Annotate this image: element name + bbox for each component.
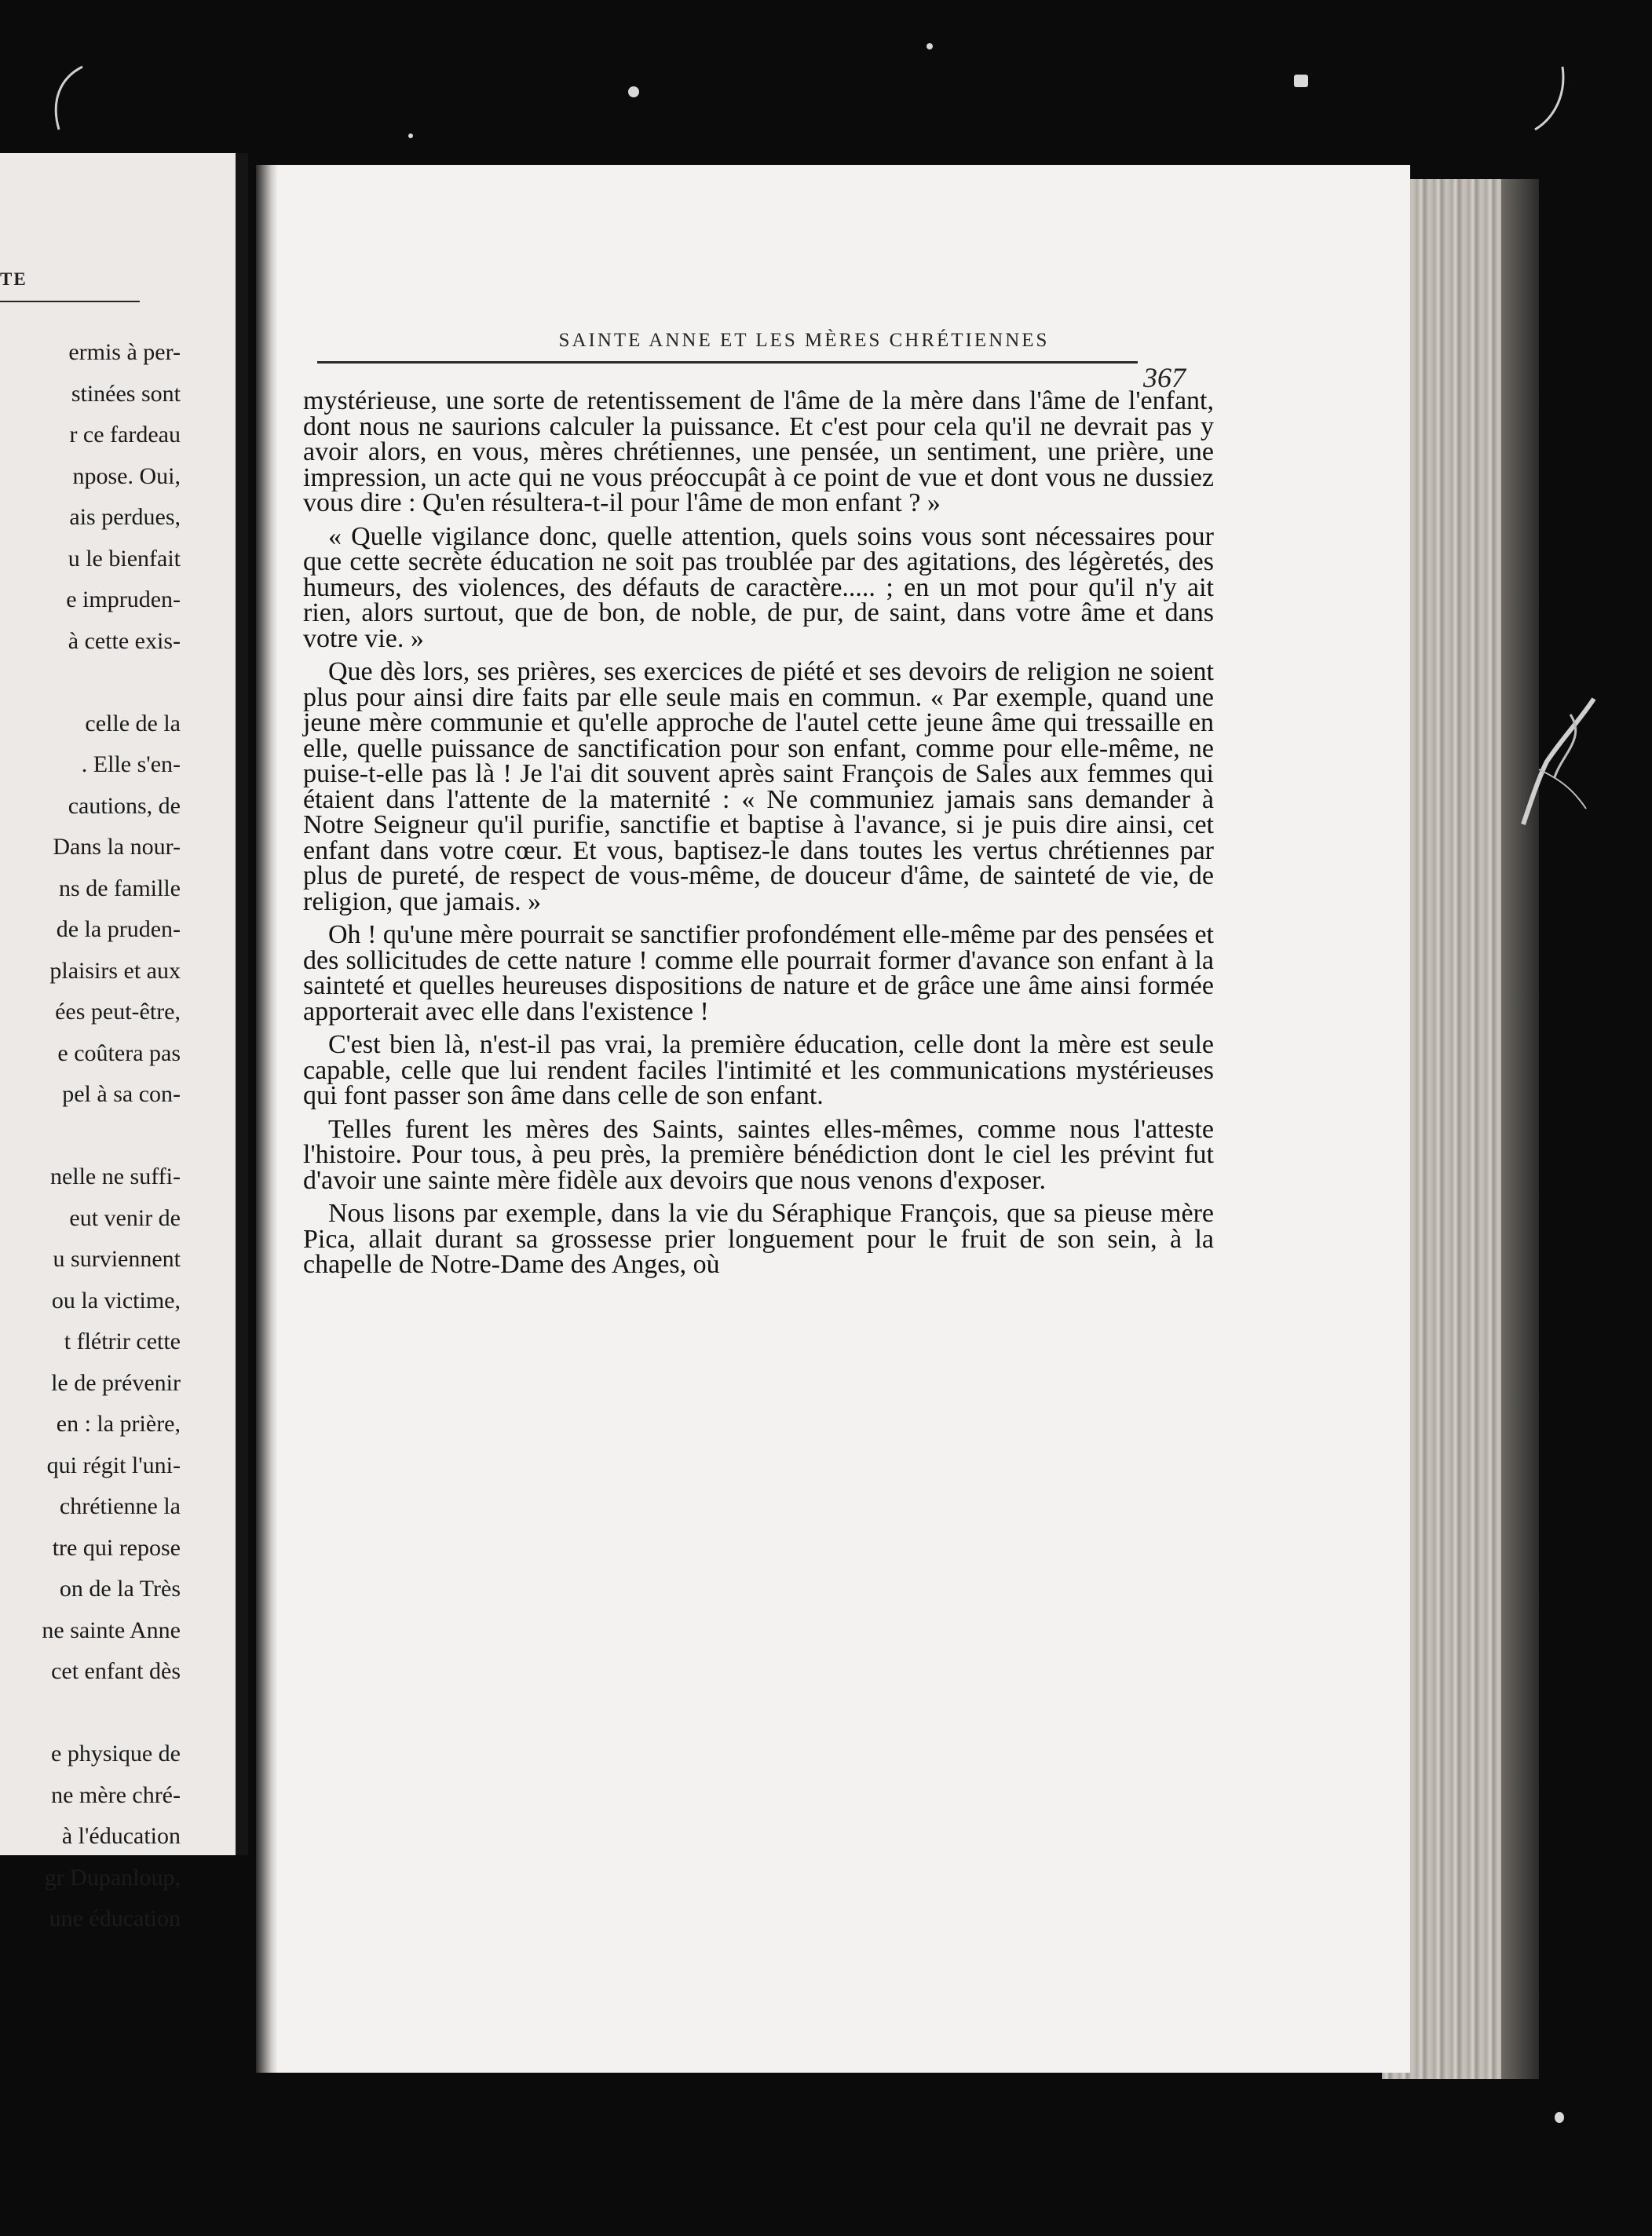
left-page-line: de la pruden- xyxy=(56,916,181,942)
left-page-line: ne mère chré- xyxy=(51,1781,181,1808)
header-rule xyxy=(317,361,1138,364)
left-page-line: chrétienne la xyxy=(59,1493,181,1519)
left-page-line: nelle ne suffi- xyxy=(49,1164,181,1189)
right-page xyxy=(256,165,1410,2073)
left-page-line: e physique de xyxy=(51,1741,181,1767)
left-page-line: . Elle s'en- xyxy=(81,751,181,777)
left-page-line: u le bienfait xyxy=(68,545,181,572)
page-number: 367 xyxy=(1143,362,1186,393)
paragraph: mystérieuse, une sorte de retentissement de l'âme de la mère dans l'âme de l'enfant, dont nous ne saurions calculer la puissance. Et c'est pour cela qu'il ne devrait pas y avoir alors, en vous, mères chrétiennes, une pensée, un sentiment, une prière, une impression, un acte qui ne vous préoccupât à ce point de vue et dont vous ne dussiez vous dire : Qu'en résultera-t-il pour l'âme de mon enfant ? » xyxy=(303,386,1214,517)
left-page-line: e coûtera pas xyxy=(57,1039,181,1066)
left-page-line: ns de famille xyxy=(59,875,181,901)
left-page-line: le de prévenir xyxy=(51,1369,181,1396)
fiber-speck xyxy=(43,63,90,133)
paragraph: « Quelle vigilance donc, quelle attention, quels soins vous sont nécessaires pour que cette secrète éducation ne soit pas troublée par des agitations, des légèretés, des humeurs, des violences, des défauts de caractère..... ; en un mot pour qu'il n'y ait rien, alors surtout, que de bon, de noble, de pur, de saint, dans votre âme et dans votre vie. » xyxy=(303,521,1214,653)
left-page-line: ne sainte Anne xyxy=(42,1617,181,1643)
fiber-speck xyxy=(1515,691,1610,832)
line-gap xyxy=(0,1116,181,1157)
body-text xyxy=(303,386,1214,1279)
left-page-line: à cette exis- xyxy=(68,627,181,654)
left-page-line: celle de la xyxy=(85,710,181,736)
left-page-line: une éducation xyxy=(49,1905,181,1931)
left-page-line: qui régit l'uni- xyxy=(46,1452,181,1478)
paragraph: C'est bien là, n'est-il pas vrai, la première éducation, celle dont la mère est seule capable, celle que lui rendent faciles l'intimité et les communications mystérieuses qui font passer son âme dans celle de son enfant. xyxy=(303,1030,1214,1110)
left-page-text xyxy=(0,332,181,1940)
left-running-head: TE xyxy=(0,269,140,302)
paragraph: Telles furent les mères des Saints, saintes elles-mêmes, comme nous l'atteste l'histoire. Pour tous, à peu près, la première bénédiction dont le ciel les prévint fut d'avoir une sainte mère fidèle aux devoirs que nous venons d'exposer. xyxy=(303,1114,1214,1195)
paragraph: Que dès lors, ses prières, ses exercices de piété et ses devoirs de religion ne soient plus pour ainsi dire faits par elle seule mais en commun. « Par exemple, quand une jeune mère communie et qu'elle approche de l'autel cette jeune âme qui tressaille en elle, quelle puissance de sanctification pour son enfant, comme pour elle-même, ne puise-t-elle pas là ! Je l'ai dit souvent après saint François de Sales aux femmes qui étaient dans l'attente de la maternité : « Ne communiez jamais sans demander à Notre Seigneur qu'il purifie, sanctifie et baptise à l'avance, si je puis dire ainsi, cet enfant dans votre cœur. Et vous, baptisez-le dans toutes les vertus chrétiennes par plus de pureté, de respect de vous-même, de douceur d'âme, de sainteté de vie, de religion, que jamais. » xyxy=(303,657,1214,916)
left-page-line: à l'éducation xyxy=(61,1823,181,1849)
dust-speck xyxy=(408,133,413,138)
left-page-line: ermis à per- xyxy=(68,339,181,365)
dust-speck xyxy=(927,43,933,49)
paragraph: Nous lisons par exemple, dans la vie du Séraphique François, que sa pieuse mère Pica, allait durant sa grossesse prier longuement pour le fruit de son sein, à la chapelle de Notre-Dame des Anges, où xyxy=(303,1199,1214,1279)
left-page-line: eut venir de xyxy=(69,1204,181,1231)
left-page-line: u surviennent xyxy=(53,1246,181,1272)
left-page-line: tre qui repose xyxy=(52,1534,181,1561)
left-page-line: pel à sa con- xyxy=(62,1081,181,1107)
left-page-line: cautions, de xyxy=(68,792,181,819)
left-page-line: plaisirs et aux xyxy=(49,957,181,984)
left-page-line: en : la prière, xyxy=(56,1411,181,1437)
fiber-speck xyxy=(1531,63,1570,133)
left-page-line: cet enfant dès xyxy=(51,1658,181,1684)
left-page-line: ou la victime, xyxy=(51,1287,181,1313)
left-page-line: npose. Oui, xyxy=(72,462,181,489)
paragraph: Oh ! qu'une mère pourrait se sanctifier profondément elle-même par des pensées et des sollicitudes de cette nature ! comme elle pourrait former d'avance son enfant à la sainteté et quelles heureuses dispositions de nature et de grâce une âme ainsi formée apporterait avec elle dans l'existence ! xyxy=(303,920,1214,1026)
left-page-line: e impruden- xyxy=(66,586,181,612)
dust-speck xyxy=(628,86,639,97)
left-page-line: t flétrir cette xyxy=(64,1328,181,1354)
line-gap xyxy=(0,662,181,703)
left-page-line: r ce fardeau xyxy=(69,422,181,448)
running-head: SAINTE ANNE ET LES MÈRES CHRÉTIENNES xyxy=(558,330,1050,351)
dust-speck xyxy=(1555,2112,1564,2123)
line-gap xyxy=(0,1693,181,1734)
left-page-line: stinées sont xyxy=(71,380,181,407)
dust-speck xyxy=(1294,75,1308,87)
left-page-line: gr Dupanloup, xyxy=(44,1864,181,1891)
gutter-shadow xyxy=(256,165,278,2073)
left-page xyxy=(0,153,248,1931)
left-page-line: ées peut-être, xyxy=(55,999,181,1025)
left-page-line: on de la Très xyxy=(59,1576,181,1602)
left-page-line: Dans la nour- xyxy=(53,834,181,860)
left-page-line: ais perdues, xyxy=(69,504,181,530)
